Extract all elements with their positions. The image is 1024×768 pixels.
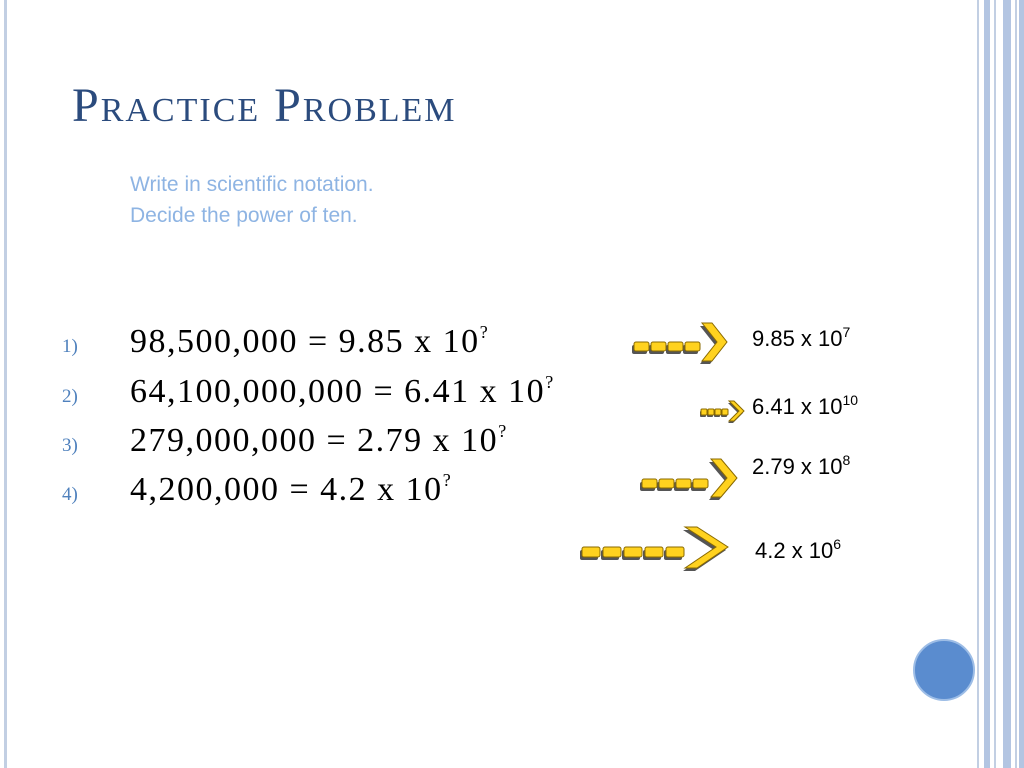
answer-base: 9.85 x 10 [752, 326, 843, 351]
instructions [130, 169, 374, 231]
answer-exponent: 7 [842, 324, 851, 340]
answer-exponent: 8 [842, 452, 851, 468]
list-number: 3) [62, 435, 78, 456]
answer [755, 537, 841, 564]
exponent-placeholder: ? [498, 421, 507, 441]
answer-exponent: 6 [833, 536, 842, 552]
border-stripe [1019, 0, 1024, 768]
exponent-placeholder: ? [545, 372, 554, 392]
expression-text: 64,100,000,000 = 6.41 x 10 [130, 373, 546, 410]
exponent-placeholder: ? [479, 322, 488, 342]
list-number: 1) [62, 336, 78, 357]
answer-base: 2.79 x 10 [752, 454, 843, 479]
problem-expression [130, 323, 488, 360]
list-number: 4) [62, 484, 78, 505]
answer [752, 393, 858, 420]
border-stripe [1015, 0, 1017, 768]
problem-row [62, 470, 451, 510]
border-stripe [994, 0, 996, 768]
dashed-arrow-icon [636, 456, 740, 502]
dashed-arrow-icon [628, 320, 730, 366]
exponent-placeholder: ? [442, 470, 451, 490]
blue-circle [913, 639, 975, 701]
border-stripe [1003, 0, 1011, 768]
answer [752, 453, 850, 480]
dashed-arrow-icon [576, 524, 732, 574]
problem-expression [130, 471, 451, 508]
problem-row [62, 421, 506, 461]
expression-text: 4,200,000 = 4.2 x 10 [130, 471, 443, 508]
instruction-line: Write in scientific notation. [130, 173, 374, 196]
arrow-body [582, 527, 728, 568]
answer-base: 4.2 x 10 [755, 538, 834, 563]
problem-expression [130, 422, 506, 459]
expression-text: 98,500,000 = 9.85 x 10 [130, 323, 480, 360]
list-number: 2) [62, 386, 78, 407]
border-stripe [984, 0, 990, 768]
problem-expression [130, 373, 553, 410]
instruction-line: Decide the power of ten. [130, 204, 358, 227]
expression-text: 279,000,000 = 2.79 x 10 [130, 422, 499, 459]
left-border-line [4, 0, 7, 768]
border-stripe [977, 0, 979, 768]
answer-exponent: 10 [842, 392, 859, 408]
answer-base: 6.41 x 10 [752, 394, 843, 419]
dashed-arrow-icon [698, 398, 748, 426]
problem-row [62, 322, 488, 362]
slide-title: Practice Problem [72, 79, 457, 132]
problem-row [62, 372, 553, 412]
answer [752, 325, 850, 352]
